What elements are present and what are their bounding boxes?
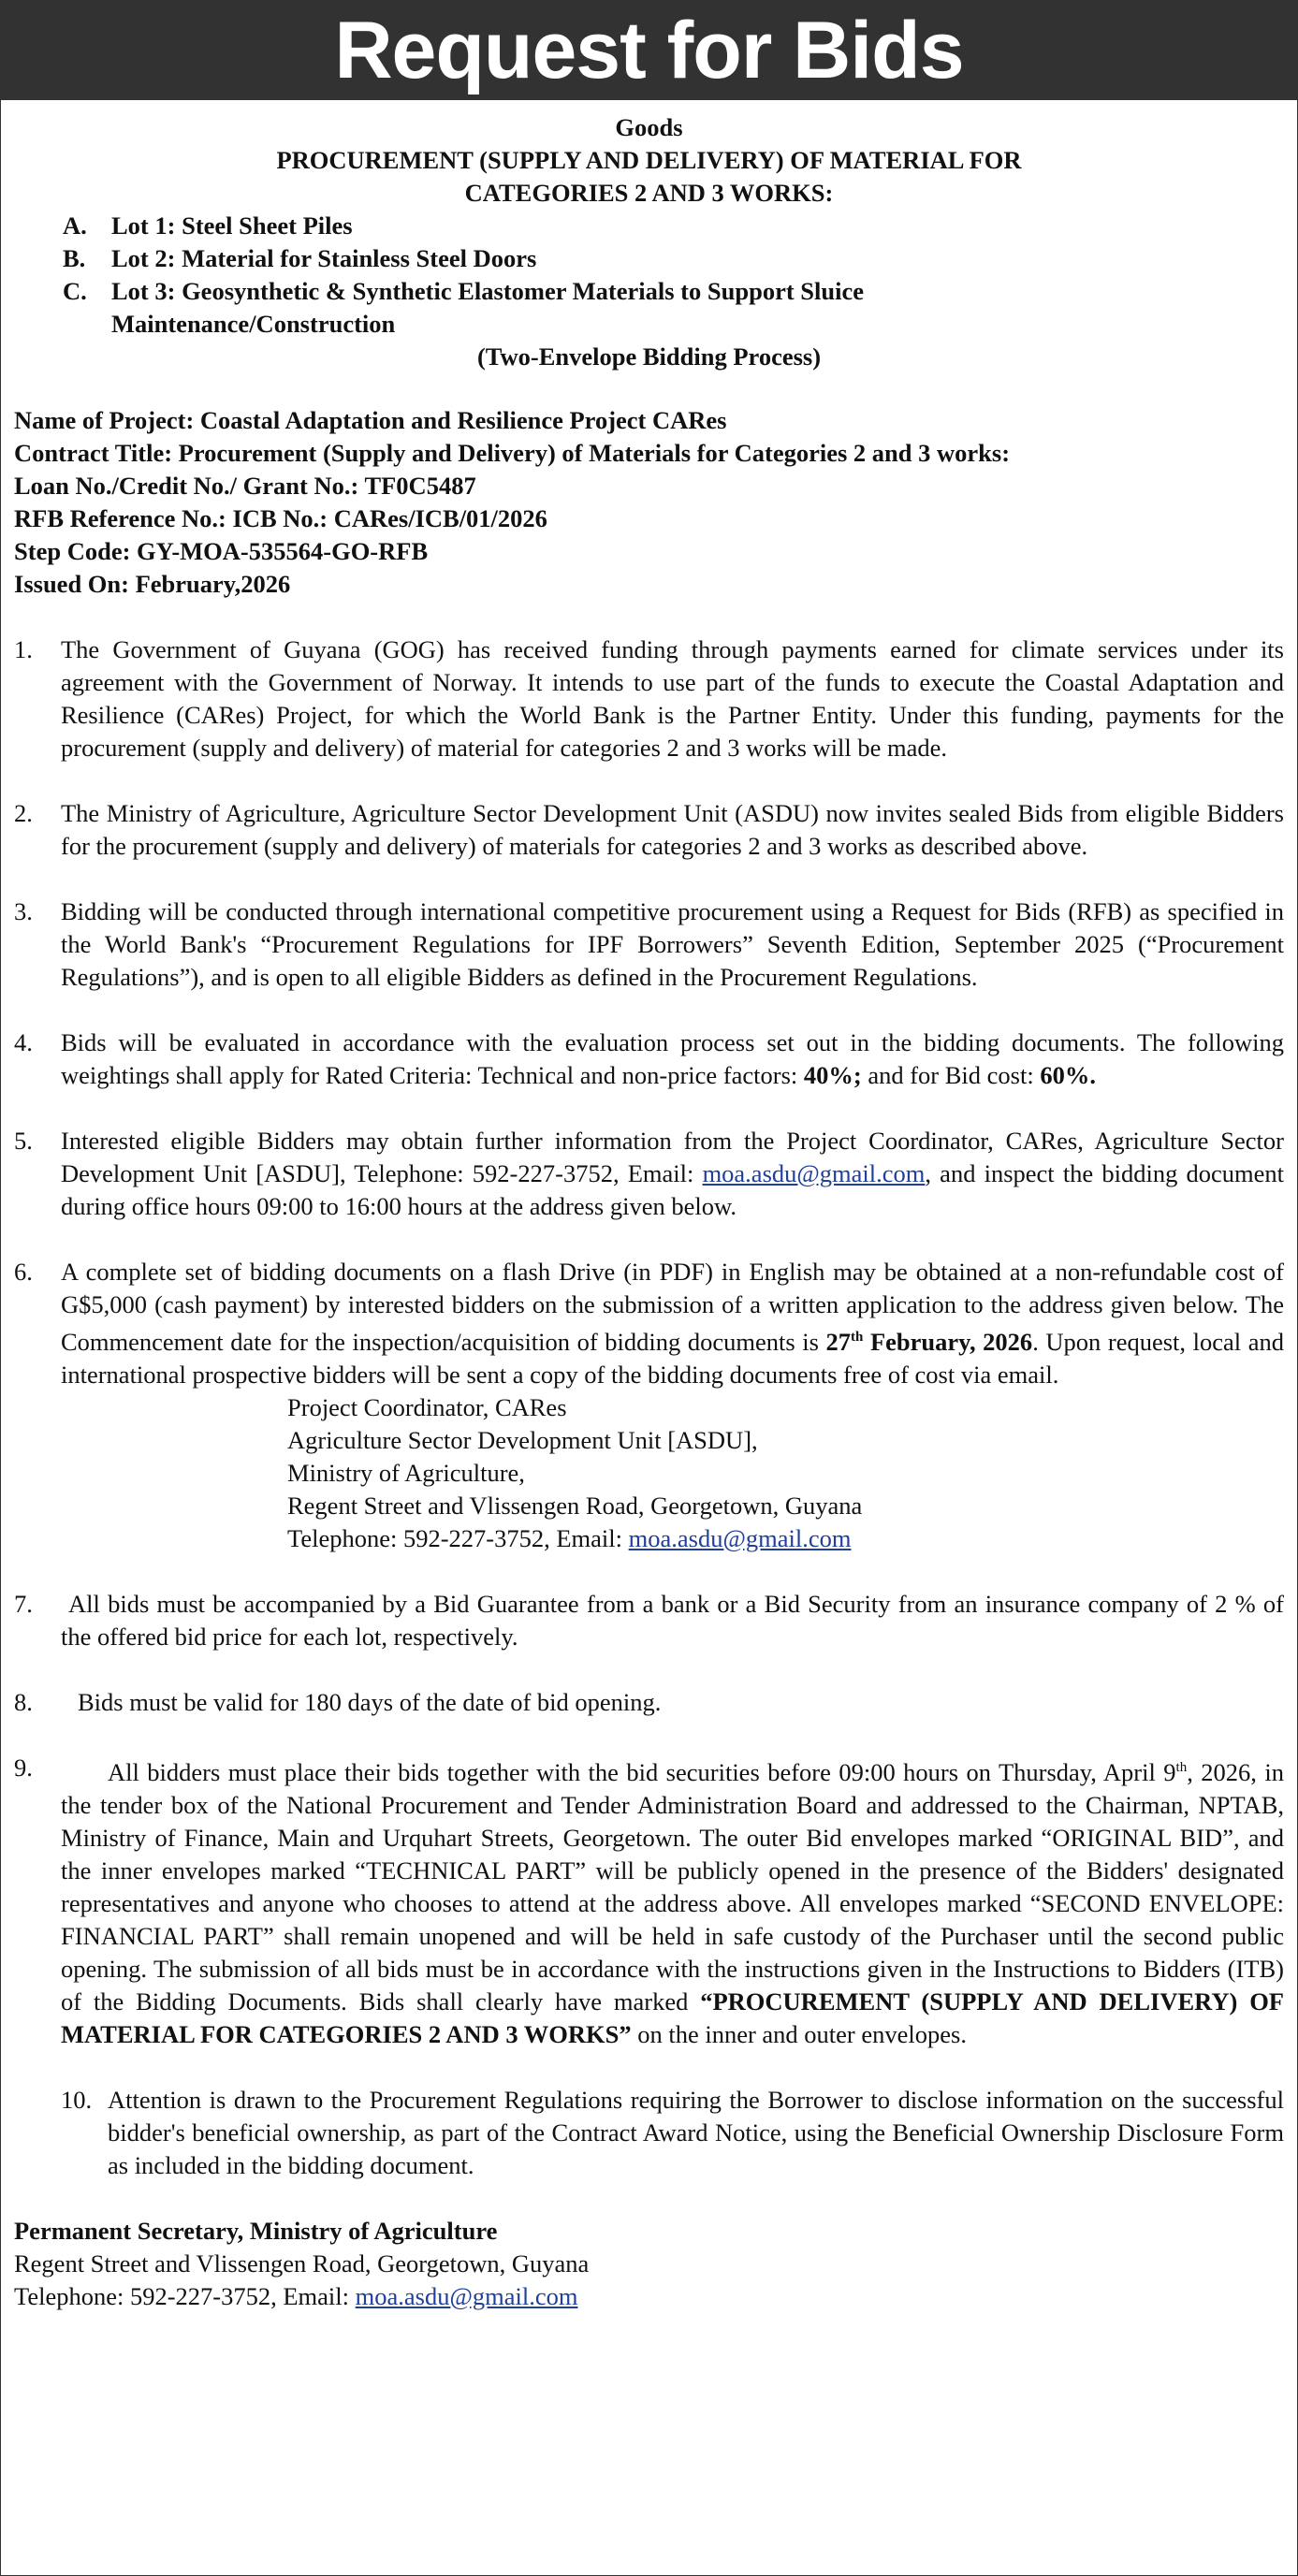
contract-title: Contract Title: Procurement (Supply and Delivery) of Materials for Categories 2 and 3 works: [14,439,1011,467]
issued-on: Issued On: February,2026 [14,570,291,598]
paragraph-text [61,1125,1284,1223]
email-link[interactable]: moa.asdu@gmail.com [355,2281,578,2310]
banner-title: Request for Bids [1,1,1297,100]
date-rest: February, 2026 [863,1327,1033,1356]
text-run: Bids will be evaluated in accordance with the evaluation process set out in the bidding documents. The following weightings shall apply for Rated Criteria: Technical and non-price factors: [61,1028,1284,1089]
paragraph-number: 7. [14,1589,33,1618]
paragraph-number: 4. [14,1028,33,1056]
text-run: Interested eligible Bidders may obtain further information from the Project Coordinator, CARes, Agriculture Sector Development Unit [ASDU], Telephone: 592-227-3752, Email: [61,1127,1284,1187]
lot-item [14,210,1284,242]
rfb-reference: RFB Reference No.: ICB No.: CARes/ICB/01/2026 [14,504,547,532]
procurement-title-line1: PROCUREMENT (SUPPLY AND DELIVERY) OF MATERIAL FOR [276,146,1022,174]
paragraph-number: 5. [14,1127,33,1155]
text-run: , and inspect the bidding document during office hours 09:00 to 16:00 hours at the address given below. [61,1159,1284,1220]
date-suffix: th [851,1330,864,1345]
paragraph-5 [14,1125,1284,1223]
paragraph-text [61,1752,1284,2051]
date-suffix: th [1175,1759,1188,1775]
cost-weighting: 60%. [1040,1061,1096,1089]
coordinator-address [61,1391,1284,1555]
technical-weighting: 40%; [803,1061,862,1089]
loan-number: Loan No./Credit No./ Grant No.: TF0C5487 [14,472,476,500]
address-contact [287,1522,1284,1555]
lot-text: Lot 3: Geosynthetic & Synthetic Elastomer Materials to Support Sluice Maintenance/Construction [111,277,865,338]
paragraph-9 [14,1752,1284,2051]
text-run: . Upon request, local and international prospective bidders will be sent a copy of the bidding documents free of cost via email. [61,1327,1284,1389]
email-link[interactable]: moa.asdu@gmail.com [702,1159,926,1187]
lot-letter: A. [63,211,87,240]
telephone-text: Telephone: 592-227-3752, Email: [14,2281,356,2310]
telephone-text: Telephone: 592-227-3752, Email: [287,1523,629,1552]
step-code: Step Code: GY-MOA-535564-GO-RFB [14,537,429,565]
project-name: Name of Project: Coastal Adaptation and Resilience Project CARes [14,406,727,434]
paragraph-text: All bids must be accompanied by a Bid Guarantee from a bank or a Bid Security from an insurance company of 2 % of the offered bid price for each lot, respectively. [61,1589,1284,1651]
paragraph-2 [14,797,1284,863]
project-meta [14,404,1284,601]
paragraph-number: 10. [61,2085,93,2114]
paragraph-text: Attention is drawn to the Procurement Regulations requiring the Borrower to disclose information on the successful bidder's beneficial ownership, as part of the Contract Award Notice, using the Beneficial Ownership Disclosure Form as included in the bidding document. [108,2085,1284,2179]
signature-block [14,2215,1284,2313]
email-link[interactable]: moa.asdu@gmail.com [628,1523,852,1552]
paragraph-number: 6. [14,1258,33,1286]
paragraph-text: The Government of Guyana (GOG) has received funding through payments earned for climate services under its agreement with the Government of Norway. It intends to use part of the funds to execute the Coastal Adaptation and Resilience (CARes) Project, for which the World Bank is the Partner Entity. Under this funding, payments for the procurement (supply and delivery) of material for categories 2 and 3 works will be made. [61,635,1284,762]
text-run: A complete set of bidding documents on a flash Drive (in PDF) in English may be obtained at a non-refundable cost of G$5,000 (cash payment) by interested bidders on the submission of a written application to the address given below. The Commencement date for the inspection/acquisition of bidding documents is [61,1258,1284,1356]
notice-body [1,100,1297,2313]
paragraph-text: The Ministry of Agriculture, Agriculture Sector Development Unit (ASDU) now invites sealed Bids from eligible Bidders for the procurement (supply and delivery) of materials for categories 2 and 3 works as described above. [61,799,1284,860]
lot-text: Lot 1: Steel Sheet Piles [111,211,353,240]
paragraph-3 [14,895,1284,994]
signatory-title: Permanent Secretary, Ministry of Agriculture [14,2216,498,2245]
paragraph-number: 3. [14,897,33,925]
text-run: , 2026, in the tender box of the National Procurement and Tender Administration Board and addressed to the Chairman, NPTAB, Ministry of Finance, Main and Urquhart Streets, Georgetown. The outer Bid envelopes marked “ORIGINAL BID”, and the inner envelopes marked “TECHNICAL PART” will be publicly opened in the presence of the Bidders' designated representatives and anyone who chooses to attend at the address above. All envelopes marked “SECOND ENVELOPE: FINANCIAL PART” shall remain unopened and will be held in safe custody of the Purchaser until the second public opening. The submission of all bids must be in accordance with the instructions given in the Instructions to Bidders (ITB) of the Bidding Documents. Bids shall clearly have marked [61,1757,1284,2016]
signatory-address: Regent Street and Vlissengen Road, Georgetown, Guyana [14,2249,590,2278]
paragraph-number: 9. [14,1753,33,1782]
text-run: on the inner and outer envelopes. [631,2019,967,2048]
text-run: and for Bid cost: [861,1061,1041,1089]
address-line: Ministry of Agriculture, [287,1458,525,1487]
paragraph-number: 1. [14,635,33,663]
paragraph-7 [14,1588,1284,1653]
paragraph-6 [14,1256,1284,1555]
lot-item [14,275,1284,341]
bidding-process: (Two-Envelope Bidding Process) [476,342,822,371]
address-line: Regent Street and Vlissengen Road, Georgetown, Guyana [287,1491,863,1520]
lot-letter: C. [63,277,87,305]
envelope-marking: “PROCUREMENT (SUPPLY AND DELIVERY) OF MATERIAL FOR CATEGORIES 2 AND 3 WORKS” [61,1987,1284,2048]
procurement-title-line2: CATEGORIES 2 AND 3 WORKS: [464,179,834,207]
paragraph-text [61,1256,1284,1555]
paragraph-number: 8. [14,1687,33,1716]
address-line: Agriculture Sector Development Unit [ASDU], [287,1425,758,1454]
paragraph-text: Bids must be valid for 180 days of the date of bid opening. [78,1687,662,1716]
date-day: 27 [825,1327,852,1356]
paragraph-text [61,1026,1284,1092]
paragraph-1 [14,633,1284,764]
lot-text: Lot 2: Material for Stainless Steel Doors [111,244,537,272]
paragraph-number: 2. [14,799,33,827]
paragraph-10 [14,2084,1284,2182]
lot-list [14,210,1284,341]
paragraph-text: Bidding will be conducted through international competitive procurement using a Request for Bids (RFB) as specified in the World Bank's “Procurement Regulations for IPF Borrowers” Seventh Edition, September 2025 (“Procurement Regulations”), and is open to all eligible Bidders as defined in the Procurement Regulations. [61,897,1284,991]
signatory-contact [14,2280,1284,2313]
paragraph-8 [14,1686,1284,1719]
address-line: Project Coordinator, CARes [287,1392,567,1421]
lot-letter: B. [63,244,86,272]
lot-item [14,242,1284,275]
commencement-date [826,1328,1033,1356]
text-run: All bidders must place their bids together with the bid securities before 09:00 hours on Thursday, April 9 [108,1757,1176,1786]
category-heading: Goods [615,113,683,141]
paragraph-4 [14,1026,1284,1092]
